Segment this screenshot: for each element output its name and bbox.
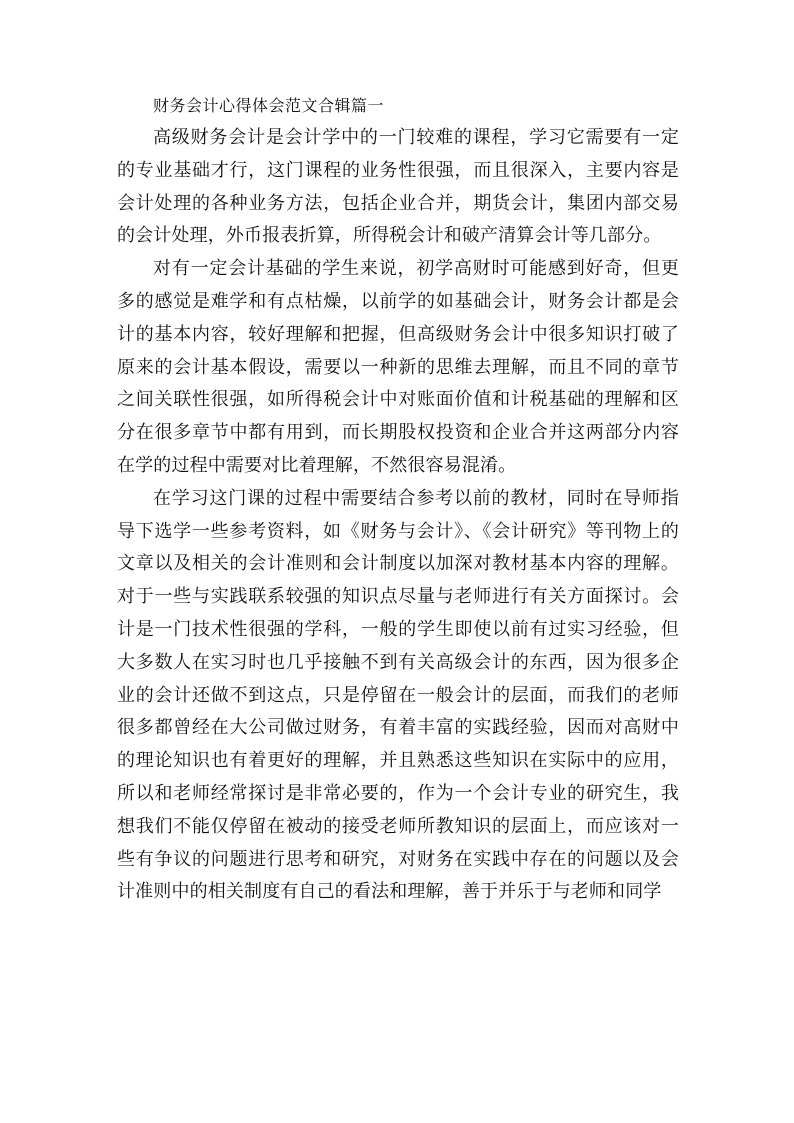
paragraph-3: 在学习这门课的过程中需要结合参考以前的教材，同时在导师指导下选学一些参考资料，如《财务与会计》、《会计研究》等刊物上的文章以及相关的会计准则和会计制度以加深对教材基本内容的理解。对于一些与实践联系较强的知识点尽量与老师进行有关方面探讨。会计是一门技术性很强的学科，一般的学生即使以前有过实习经验，但大多数人在实习时也几乎接触不到有关高级会计的东西，因为很多企业的会计还做不到这点，只是停留在一般会计的层面，而我们的老师很多都曾经在大公司做过财务，有着丰富的实践经验，因而对高财中的理论知识也有着更好的理解，并且熟悉这些知识在实际中的应用，所以和老师经常探讨是非常必要的，作为一个会计专业的研究生，我想我们不能仅停留在被动的接受老师所教知识的层面上，而应该对一些有争议的问题进行思考和研究，对财务在实践中存在的问题以及会计准则中的相关制度有自己的看法和理解，善于并乐于与老师和同学 <box>117 487 679 903</box>
document-page <box>117 92 679 909</box>
paragraph-2: 对有一定会计基础的学生来说，初学高财时可能感到好奇，但更多的感觉是难学和有点枯燥，以前学的如基础会计，财务会计都是会计的基本内容，较好理解和把握，但高级财务会计中很多知识打破了原来的会计基本假设，需要以一种新的思维去理解，而且不同的章节之间关联性很强，如所得税会计中对账面价值和计税基础的理解和区分在很多章节中都有用到，而长期股权投资和企业合并这两部分内容在学的过程中需要对比着理解，不然很容易混淆。 <box>117 258 679 476</box>
paragraph-1: 高级财务会计是会计学中的一门较难的课程，学习它需要有一定的专业基础才行，这门课程的业务性很强，而且很深入，主要内容是会计处理的各种业务方法，包括企业合并，期货会计，集团内部交易的会计处理，外币报表折算，所得税会计和破产清算会计等几部分。 <box>117 127 679 247</box>
document-title: 财务会计心得体会范文合辑篇一 <box>153 96 385 115</box>
